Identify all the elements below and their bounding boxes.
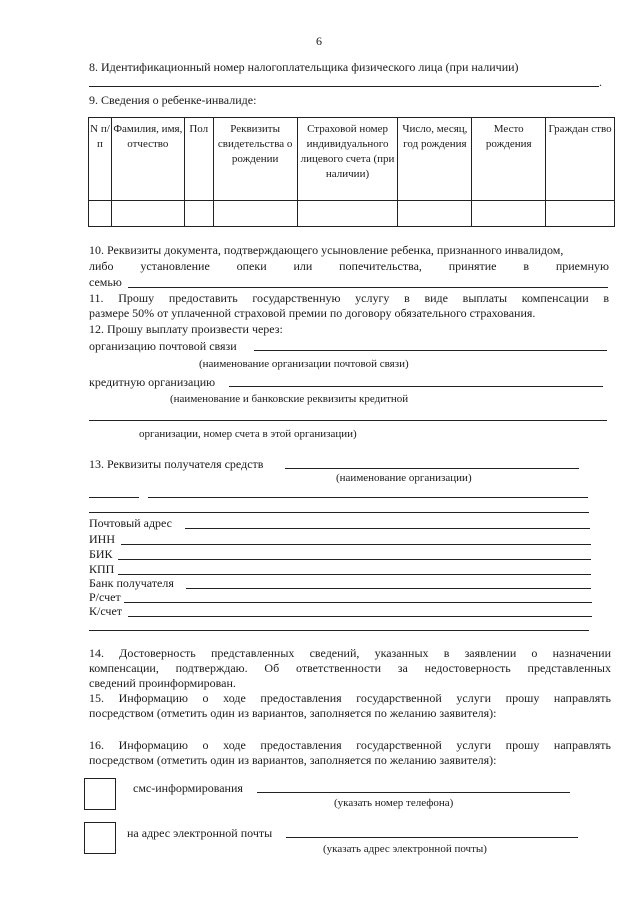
kpp-input-line[interactable]	[118, 574, 591, 575]
col-full-name: Фамилия, имя, отчество	[111, 118, 184, 201]
correspondent-account-label: К/счет	[89, 604, 123, 618]
s12-title: 12. Прошу выплату произвести через:	[89, 322, 283, 336]
col-birth-place: Место рождения	[472, 118, 546, 201]
adoption-document-input-line[interactable]	[128, 287, 608, 288]
sms-label: смс-информирования	[133, 781, 243, 795]
extra-input-line[interactable]	[89, 630, 589, 631]
s11-line1: 11. Прошу предоставить государственную услугу в виде выплаты компенсации в	[89, 291, 609, 305]
s16-line2: посредством (отметить один из вариантов, заполняется по желанию заявителя):	[89, 753, 497, 767]
s15-line2: посредством (отметить один из вариантов, заполняется по желанию заявителя):	[89, 706, 497, 720]
inn-label: ИНН	[89, 532, 115, 546]
phone-caption: (указать номер телефона)	[334, 797, 454, 809]
cell-number[interactable]	[89, 201, 112, 227]
cell-snils[interactable]	[297, 201, 398, 227]
bank-input-line[interactable]	[186, 588, 591, 589]
child-info-table	[88, 117, 615, 227]
s11-line2: размере 50% от уплаченной страховой премии по договору обязательного страхования.	[89, 306, 536, 320]
inn-input-line[interactable]	[89, 86, 599, 87]
email-input-line[interactable]	[286, 837, 578, 838]
correspondent-account-input-line[interactable]	[128, 616, 592, 617]
email-caption: (указать адрес электронной почты)	[323, 843, 487, 855]
s10-line2: либо установление опеки или попечительства, принятие в приемную	[89, 259, 609, 273]
col-citizenship: Граждан ство	[546, 118, 615, 201]
postal-org-caption: (наименование организации почтовой связи)	[199, 358, 409, 370]
s14-line1: 14. Достоверность представленных сведений, указанных в заявлении о назначении	[89, 646, 611, 660]
s8-end-dot: .	[599, 75, 602, 89]
credit-org-caption-1: (наименование и банковские реквизиты кредитной	[170, 393, 409, 405]
kpp-label: КПП	[89, 562, 115, 576]
s14-line3: сведений проинформирован.	[89, 676, 236, 690]
bank-label: Банк получателя	[89, 576, 174, 590]
col-birth-certificate: Реквизиты свидетельства о рождении	[213, 118, 297, 201]
s14-line2: компенсации, подтверждаю. Об ответственности за недостоверность представленных	[89, 661, 611, 675]
cell-gender[interactable]	[184, 201, 213, 227]
table-header-row	[89, 118, 615, 201]
settlement-account-input-line[interactable]	[124, 602, 592, 603]
inn-field-input-line[interactable]	[121, 544, 591, 545]
cell-full-name[interactable]	[111, 201, 184, 227]
s9-title: 9. Сведения о ребенке-инвалиде:	[89, 93, 257, 107]
settlement-account-label: Р/счет	[89, 590, 121, 604]
email-checkbox[interactable]	[84, 822, 116, 854]
s8-label: 8. Идентификационный номер налогоплательщика физического лица (при наличии)	[89, 60, 519, 74]
s16-line1: 16. Информацию о ходе предоставления государственной услуги прошу направлять	[89, 738, 611, 752]
s10-line1: 10. Реквизиты документа, подтверждающего усыновление ребенка, признанного инвалидом,	[89, 243, 564, 257]
cell-birth-date[interactable]	[398, 201, 472, 227]
table-row	[89, 201, 615, 227]
credit-org-caption-2: организации, номер счета в этой организации)	[139, 428, 357, 440]
s15-line1: 15. Информацию о ходе предоставления государственной услуги прошу направлять	[89, 691, 611, 705]
bik-input-line[interactable]	[118, 559, 591, 560]
postal-org-label: организацию почтовой связи	[89, 339, 237, 353]
email-label: на адрес электронной почты	[127, 826, 273, 840]
postal-address-input-line[interactable]	[185, 528, 590, 529]
phone-input-line[interactable]	[257, 792, 570, 793]
s10-line3: семью	[89, 275, 122, 289]
postal-org-input-line[interactable]	[254, 350, 607, 351]
recipient-org-input-line-3[interactable]	[89, 512, 589, 513]
credit-org-input-line[interactable]	[229, 386, 603, 387]
col-birth-date: Число, месяц, год рождения	[398, 118, 472, 201]
cell-citizenship[interactable]	[546, 201, 615, 227]
bik-label: БИК	[89, 547, 113, 561]
recipient-org-input-line-2a[interactable]	[89, 497, 139, 498]
recipient-org-caption: (наименование организации)	[336, 472, 472, 484]
page-number: 6	[316, 34, 322, 48]
recipient-org-input-line-2b[interactable]	[148, 497, 588, 498]
credit-org-input-line-2[interactable]	[89, 420, 607, 421]
col-gender: Пол	[184, 118, 213, 201]
col-number: N п/п	[89, 118, 112, 201]
s13-title: 13. Реквизиты получателя средств	[89, 457, 264, 471]
col-snils: Страховой номер индивидуального лицевого счета (при наличии)	[297, 118, 398, 201]
cell-birth-certificate[interactable]	[213, 201, 297, 227]
postal-address-label: Почтовый адрес	[89, 516, 173, 530]
cell-birth-place[interactable]	[472, 201, 546, 227]
recipient-org-input-line[interactable]	[285, 468, 579, 469]
sms-checkbox[interactable]	[84, 778, 116, 810]
credit-org-label: кредитную организацию	[89, 375, 216, 389]
